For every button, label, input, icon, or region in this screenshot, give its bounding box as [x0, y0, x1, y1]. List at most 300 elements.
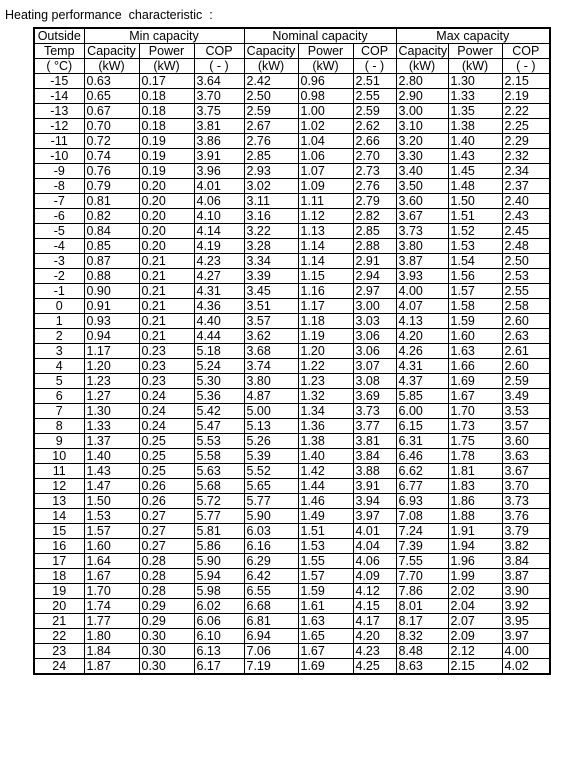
cell-nominal-cop: 2.66	[353, 134, 396, 149]
cell-max-power: 1.88	[448, 509, 502, 524]
cell-nominal-power: 1.42	[298, 464, 353, 479]
cell-min-power: 0.25	[139, 434, 194, 449]
cell-min-power: 0.27	[139, 524, 194, 539]
cell-max-cop: 2.32	[502, 149, 550, 164]
cell-max-capacity: 8.63	[396, 659, 448, 675]
cell-min-power: 0.18	[139, 89, 194, 104]
cell-min-capacity: 1.57	[84, 524, 139, 539]
cell-max-capacity: 7.70	[396, 569, 448, 584]
header-outside: Outside	[34, 28, 84, 44]
cell-nominal-cop: 4.17	[353, 614, 396, 629]
cell-nominal-power: 1.53	[298, 539, 353, 554]
cell-max-power: 1.99	[448, 569, 502, 584]
cell-nominal-cop: 4.25	[353, 659, 396, 675]
cell-min-capacity: 1.43	[84, 464, 139, 479]
cell-min-power: 0.26	[139, 479, 194, 494]
cell-temp: 8	[34, 419, 84, 434]
cell-nominal-capacity: 2.85	[244, 149, 298, 164]
cell-min-capacity: 0.65	[84, 89, 139, 104]
table-row	[34, 509, 550, 524]
cell-max-cop: 3.87	[502, 569, 550, 584]
cell-temp: 2	[34, 329, 84, 344]
cell-max-power: 1.73	[448, 419, 502, 434]
cell-max-cop: 2.55	[502, 284, 550, 299]
cell-min-power: 0.28	[139, 569, 194, 584]
cell-nominal-capacity: 3.16	[244, 209, 298, 224]
table-row	[34, 329, 550, 344]
cell-max-power: 1.53	[448, 239, 502, 254]
cell-nominal-power: 1.14	[298, 239, 353, 254]
cell-max-capacity: 4.26	[396, 344, 448, 359]
table-row	[34, 89, 550, 104]
cell-nominal-cop: 3.94	[353, 494, 396, 509]
cell-temp: -9	[34, 164, 84, 179]
table-row	[34, 374, 550, 389]
cell-min-cop: 6.02	[194, 599, 244, 614]
cell-max-power: 1.91	[448, 524, 502, 539]
cell-min-power: 0.23	[139, 359, 194, 374]
table-row	[34, 569, 550, 584]
cell-max-cop: 2.60	[502, 314, 550, 329]
cell-temp: 18	[34, 569, 84, 584]
cell-max-capacity: 6.15	[396, 419, 448, 434]
heating-performance-table	[33, 27, 551, 675]
cell-nominal-cop: 2.59	[353, 104, 396, 119]
table-row	[34, 539, 550, 554]
cell-min-cop: 5.63	[194, 464, 244, 479]
table-row	[34, 209, 550, 224]
cell-max-capacity: 6.77	[396, 479, 448, 494]
cell-temp: -10	[34, 149, 84, 164]
cell-max-power: 1.38	[448, 119, 502, 134]
cell-min-power: 0.21	[139, 284, 194, 299]
cell-min-power: 0.20	[139, 179, 194, 194]
cell-nominal-capacity: 6.55	[244, 584, 298, 599]
cell-max-cop: 4.02	[502, 659, 550, 675]
cell-max-capacity: 3.20	[396, 134, 448, 149]
cell-min-capacity: 1.67	[84, 569, 139, 584]
cell-nominal-cop: 2.62	[353, 119, 396, 134]
cell-nominal-power: 1.04	[298, 134, 353, 149]
table-row	[34, 359, 550, 374]
cell-nominal-capacity: 5.13	[244, 419, 298, 434]
cell-nominal-cop: 4.01	[353, 524, 396, 539]
cell-max-cop: 3.84	[502, 554, 550, 569]
table-row	[34, 239, 550, 254]
cell-nominal-power: 1.57	[298, 569, 353, 584]
cell-min-power: 0.28	[139, 584, 194, 599]
cell-min-power: 0.23	[139, 344, 194, 359]
cell-nominal-cop: 3.06	[353, 329, 396, 344]
cell-nominal-capacity: 2.67	[244, 119, 298, 134]
cell-max-capacity: 8.32	[396, 629, 448, 644]
cell-min-capacity: 1.40	[84, 449, 139, 464]
cell-min-cop: 4.06	[194, 194, 244, 209]
header-unit-cop: ( - )	[502, 59, 550, 74]
cell-nominal-cop: 3.84	[353, 449, 396, 464]
cell-nominal-power: 1.46	[298, 494, 353, 509]
cell-min-cop: 3.70	[194, 89, 244, 104]
cell-max-power: 2.04	[448, 599, 502, 614]
table-row	[34, 644, 550, 659]
cell-nominal-capacity: 3.11	[244, 194, 298, 209]
cell-nominal-cop: 3.00	[353, 299, 396, 314]
cell-max-capacity: 3.40	[396, 164, 448, 179]
cell-max-cop: 2.58	[502, 299, 550, 314]
cell-temp: 19	[34, 584, 84, 599]
cell-nominal-capacity: 5.39	[244, 449, 298, 464]
header-unit-power: (kW)	[139, 59, 194, 74]
cell-temp: -11	[34, 134, 84, 149]
cell-temp: 15	[34, 524, 84, 539]
cell-min-capacity: 0.94	[84, 329, 139, 344]
cell-nominal-power: 1.69	[298, 659, 353, 675]
cell-nominal-cop: 3.06	[353, 344, 396, 359]
cell-nominal-cop: 4.04	[353, 539, 396, 554]
cell-max-capacity: 3.73	[396, 224, 448, 239]
table-row	[34, 149, 550, 164]
cell-nominal-capacity: 5.00	[244, 404, 298, 419]
cell-nominal-cop: 2.79	[353, 194, 396, 209]
cell-max-capacity: 6.00	[396, 404, 448, 419]
cell-min-cop: 3.91	[194, 149, 244, 164]
cell-temp: 20	[34, 599, 84, 614]
cell-temp: 7	[34, 404, 84, 419]
cell-nominal-cop: 2.55	[353, 89, 396, 104]
cell-min-power: 0.24	[139, 404, 194, 419]
table-row	[34, 284, 550, 299]
cell-temp: 1	[34, 314, 84, 329]
cell-min-power: 0.25	[139, 464, 194, 479]
cell-temp: -4	[34, 239, 84, 254]
cell-temp: -6	[34, 209, 84, 224]
cell-nominal-cop: 2.94	[353, 269, 396, 284]
cell-max-capacity: 3.87	[396, 254, 448, 269]
cell-max-capacity: 3.80	[396, 239, 448, 254]
header-capacity: Capacity	[244, 44, 298, 59]
cell-nominal-capacity: 5.90	[244, 509, 298, 524]
cell-min-cop: 4.23	[194, 254, 244, 269]
cell-max-power: 1.56	[448, 269, 502, 284]
cell-min-capacity: 0.88	[84, 269, 139, 284]
table-row	[34, 104, 550, 119]
cell-nominal-power: 0.96	[298, 74, 353, 89]
cell-max-power: 1.35	[448, 104, 502, 119]
cell-max-capacity: 6.31	[396, 434, 448, 449]
cell-nominal-cop: 4.20	[353, 629, 396, 644]
cell-min-cop: 5.77	[194, 509, 244, 524]
table-row	[34, 614, 550, 629]
cell-min-power: 0.21	[139, 254, 194, 269]
header-unit-capacity: (kW)	[396, 59, 448, 74]
header-unit-power: (kW)	[448, 59, 502, 74]
cell-nominal-cop: 3.81	[353, 434, 396, 449]
cell-nominal-power: 1.11	[298, 194, 353, 209]
cell-nominal-power: 1.17	[298, 299, 353, 314]
cell-min-cop: 5.30	[194, 374, 244, 389]
cell-max-power: 1.86	[448, 494, 502, 509]
cell-min-capacity: 0.82	[84, 209, 139, 224]
cell-min-cop: 6.13	[194, 644, 244, 659]
cell-max-capacity: 3.93	[396, 269, 448, 284]
cell-nominal-capacity: 5.65	[244, 479, 298, 494]
cell-min-power: 0.29	[139, 614, 194, 629]
cell-nominal-cop: 2.97	[353, 284, 396, 299]
cell-temp: -8	[34, 179, 84, 194]
cell-max-cop: 3.70	[502, 479, 550, 494]
cell-min-capacity: 0.84	[84, 224, 139, 239]
cell-nominal-power: 1.12	[298, 209, 353, 224]
cell-nominal-cop: 2.73	[353, 164, 396, 179]
cell-nominal-capacity: 6.03	[244, 524, 298, 539]
cell-max-power: 1.60	[448, 329, 502, 344]
cell-nominal-cop: 2.82	[353, 209, 396, 224]
cell-nominal-cop: 4.06	[353, 554, 396, 569]
cell-min-power: 0.20	[139, 194, 194, 209]
cell-min-capacity: 0.93	[84, 314, 139, 329]
cell-max-cop: 3.49	[502, 389, 550, 404]
cell-nominal-cop: 2.51	[353, 74, 396, 89]
cell-nominal-capacity: 3.39	[244, 269, 298, 284]
cell-min-power: 0.26	[139, 494, 194, 509]
header-group-max: Max capacity	[396, 28, 550, 44]
cell-max-power: 1.63	[448, 344, 502, 359]
cell-min-power: 0.19	[139, 164, 194, 179]
cell-min-cop: 4.31	[194, 284, 244, 299]
cell-max-cop: 3.73	[502, 494, 550, 509]
cell-min-capacity: 0.81	[84, 194, 139, 209]
cell-nominal-capacity: 2.59	[244, 104, 298, 119]
cell-temp: -14	[34, 89, 84, 104]
cell-temp: 14	[34, 509, 84, 524]
cell-min-cop: 4.40	[194, 314, 244, 329]
cell-min-capacity: 0.87	[84, 254, 139, 269]
table-row	[34, 164, 550, 179]
cell-nominal-capacity: 5.77	[244, 494, 298, 509]
cell-max-cop: 4.00	[502, 644, 550, 659]
cell-max-capacity: 7.39	[396, 539, 448, 554]
cell-min-capacity: 1.17	[84, 344, 139, 359]
cell-nominal-capacity: 6.81	[244, 614, 298, 629]
cell-nominal-capacity: 6.16	[244, 539, 298, 554]
cell-max-capacity: 8.48	[396, 644, 448, 659]
cell-min-power: 0.18	[139, 119, 194, 134]
table-row	[34, 629, 550, 644]
cell-temp: 3	[34, 344, 84, 359]
cell-nominal-capacity: 6.94	[244, 629, 298, 644]
table-row	[34, 299, 550, 314]
cell-max-cop: 2.25	[502, 119, 550, 134]
cell-max-cop: 3.79	[502, 524, 550, 539]
cell-max-cop: 2.19	[502, 89, 550, 104]
cell-temp: 16	[34, 539, 84, 554]
cell-min-capacity: 1.84	[84, 644, 139, 659]
cell-nominal-capacity: 6.29	[244, 554, 298, 569]
table-row	[34, 494, 550, 509]
cell-nominal-power: 1.15	[298, 269, 353, 284]
cell-nominal-power: 1.22	[298, 359, 353, 374]
cell-nominal-cop: 3.77	[353, 419, 396, 434]
header-power: Power	[448, 44, 502, 59]
table-row	[34, 404, 550, 419]
cell-min-power: 0.21	[139, 299, 194, 314]
cell-max-power: 2.15	[448, 659, 502, 675]
cell-nominal-cop: 3.69	[353, 389, 396, 404]
table-row	[34, 434, 550, 449]
cell-max-cop: 2.50	[502, 254, 550, 269]
cell-nominal-power: 1.63	[298, 614, 353, 629]
cell-min-capacity: 1.30	[84, 404, 139, 419]
table-row	[34, 74, 550, 89]
header-unit-capacity: (kW)	[84, 59, 139, 74]
cell-min-power: 0.21	[139, 269, 194, 284]
cell-max-power: 2.07	[448, 614, 502, 629]
cell-max-capacity: 4.20	[396, 329, 448, 344]
cell-min-capacity: 0.67	[84, 104, 139, 119]
table-row	[34, 119, 550, 134]
cell-min-capacity: 1.77	[84, 614, 139, 629]
cell-min-cop: 5.86	[194, 539, 244, 554]
cell-nominal-capacity: 3.22	[244, 224, 298, 239]
cell-nominal-capacity: 6.68	[244, 599, 298, 614]
cell-min-capacity: 1.60	[84, 539, 139, 554]
cell-min-cop: 4.27	[194, 269, 244, 284]
cell-temp: -7	[34, 194, 84, 209]
cell-min-capacity: 0.90	[84, 284, 139, 299]
cell-min-power: 0.24	[139, 419, 194, 434]
header-row-units	[34, 59, 550, 74]
cell-nominal-power: 1.09	[298, 179, 353, 194]
cell-max-cop: 2.59	[502, 374, 550, 389]
cell-max-cop: 2.34	[502, 164, 550, 179]
cell-max-capacity: 2.90	[396, 89, 448, 104]
cell-nominal-cop: 3.88	[353, 464, 396, 479]
cell-max-power: 1.67	[448, 389, 502, 404]
cell-nominal-cop: 2.88	[353, 239, 396, 254]
cell-min-power: 0.30	[139, 644, 194, 659]
cell-max-cop: 2.15	[502, 74, 550, 89]
cell-max-capacity: 3.10	[396, 119, 448, 134]
cell-temp: 21	[34, 614, 84, 629]
cell-temp: 12	[34, 479, 84, 494]
cell-max-capacity: 3.60	[396, 194, 448, 209]
cell-nominal-capacity: 3.80	[244, 374, 298, 389]
cell-temp: -3	[34, 254, 84, 269]
cell-nominal-capacity: 3.45	[244, 284, 298, 299]
cell-nominal-cop: 4.12	[353, 584, 396, 599]
cell-max-power: 1.70	[448, 404, 502, 419]
cell-max-capacity: 8.01	[396, 599, 448, 614]
cell-max-cop: 2.61	[502, 344, 550, 359]
cell-max-power: 1.69	[448, 374, 502, 389]
cell-min-capacity: 1.80	[84, 629, 139, 644]
cell-min-cop: 5.53	[194, 434, 244, 449]
cell-temp: -2	[34, 269, 84, 284]
cell-max-power: 1.48	[448, 179, 502, 194]
cell-min-cop: 3.86	[194, 134, 244, 149]
cell-nominal-power: 1.00	[298, 104, 353, 119]
cell-min-power: 0.21	[139, 314, 194, 329]
cell-max-power: 1.58	[448, 299, 502, 314]
cell-nominal-power: 1.55	[298, 554, 353, 569]
cell-min-cop: 5.18	[194, 344, 244, 359]
cell-min-cop: 5.81	[194, 524, 244, 539]
cell-max-capacity: 6.93	[396, 494, 448, 509]
cell-temp: -1	[34, 284, 84, 299]
cell-nominal-power: 1.20	[298, 344, 353, 359]
cell-nominal-power: 1.36	[298, 419, 353, 434]
cell-max-power: 1.57	[448, 284, 502, 299]
cell-max-cop: 3.57	[502, 419, 550, 434]
table-row	[34, 314, 550, 329]
cell-max-cop: 3.90	[502, 584, 550, 599]
cell-min-cop: 3.75	[194, 104, 244, 119]
header-temp: Temp	[34, 44, 84, 59]
cell-min-cop: 4.01	[194, 179, 244, 194]
cell-max-power: 1.75	[448, 434, 502, 449]
cell-min-cop: 4.44	[194, 329, 244, 344]
cell-max-power: 2.09	[448, 629, 502, 644]
cell-max-cop: 3.76	[502, 509, 550, 524]
cell-nominal-cop: 2.70	[353, 149, 396, 164]
table-row	[34, 254, 550, 269]
cell-nominal-capacity: 3.68	[244, 344, 298, 359]
cell-min-capacity: 1.37	[84, 434, 139, 449]
cell-nominal-cop: 2.91	[353, 254, 396, 269]
cell-nominal-cop: 3.07	[353, 359, 396, 374]
cell-min-cop: 5.90	[194, 554, 244, 569]
cell-max-cop: 2.45	[502, 224, 550, 239]
cell-min-cop: 5.94	[194, 569, 244, 584]
table-row	[34, 464, 550, 479]
header-row-groups	[34, 28, 550, 44]
cell-max-cop: 2.29	[502, 134, 550, 149]
table-row	[34, 659, 550, 675]
cell-min-capacity: 1.70	[84, 584, 139, 599]
cell-max-cop: 3.97	[502, 629, 550, 644]
cell-temp: -13	[34, 104, 84, 119]
cell-max-power: 1.96	[448, 554, 502, 569]
cell-min-cop: 5.36	[194, 389, 244, 404]
cell-min-power: 0.20	[139, 224, 194, 239]
cell-temp: 5	[34, 374, 84, 389]
cell-nominal-power: 1.44	[298, 479, 353, 494]
cell-max-power: 1.54	[448, 254, 502, 269]
table-caption: Heating performance characteristic :	[5, 8, 213, 22]
table-row	[34, 584, 550, 599]
cell-max-power: 2.02	[448, 584, 502, 599]
cell-max-cop: 2.22	[502, 104, 550, 119]
table-row	[34, 389, 550, 404]
cell-min-power: 0.27	[139, 509, 194, 524]
cell-max-capacity: 4.37	[396, 374, 448, 389]
cell-min-cop: 6.17	[194, 659, 244, 675]
cell-nominal-power: 1.07	[298, 164, 353, 179]
cell-min-capacity: 0.74	[84, 149, 139, 164]
cell-max-power: 1.78	[448, 449, 502, 464]
table-row	[34, 419, 550, 434]
header-unit-power: (kW)	[298, 59, 353, 74]
cell-max-capacity: 4.31	[396, 359, 448, 374]
cell-min-power: 0.24	[139, 389, 194, 404]
cell-nominal-capacity: 3.34	[244, 254, 298, 269]
cell-nominal-power: 1.14	[298, 254, 353, 269]
cell-min-cop: 3.81	[194, 119, 244, 134]
cell-nominal-power: 1.67	[298, 644, 353, 659]
cell-max-cop: 2.43	[502, 209, 550, 224]
cell-max-capacity: 3.00	[396, 104, 448, 119]
cell-min-cop: 3.64	[194, 74, 244, 89]
